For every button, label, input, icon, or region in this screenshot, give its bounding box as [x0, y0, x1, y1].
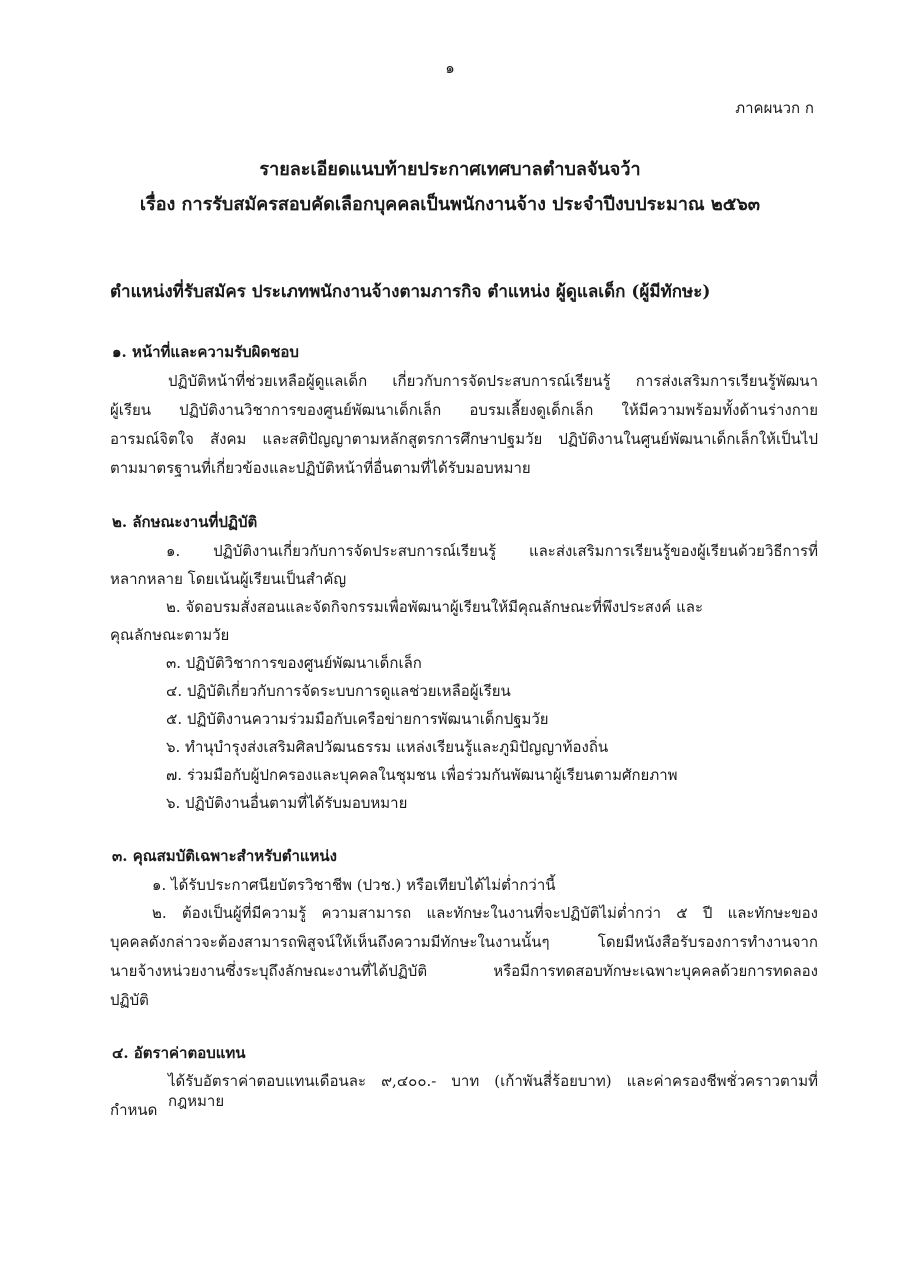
annex-label: ภาคผนวก ก — [735, 99, 814, 117]
section3-item-2-line: ๒. ต้องเป็นผู้ที่มีความรู้ ความสามารถ และทักษะในงานที่จะปฏิบัติไม่ต่ำกว่า ๕ ปี และทักษะของ — [152, 904, 818, 922]
section4-line: กำหนด — [110, 1101, 158, 1119]
document-title-line2: เรื่อง การรับสมัครสอบคัดเลือกบุคคลเป็นพนักงานจ้าง ประจำปีงบประมาณ ๒๕๖๓ — [139, 194, 761, 215]
section4-line: ได้รับอัตราค่าตอบแทนเดือนละ ๙,๔๐๐.- บาท (เก้าพันสี่ร้อยบาท) และค่าครองชีพชั่วคราวตามที่กฎหมาย — [168, 1072, 818, 1110]
section2-item: ๖. ปฏิบัติงานอื่นตามที่ได้รับมอบหมาย — [166, 794, 408, 812]
section2-item-1-cont: หลากหลาย โดยเน้นผู้เรียนเป็นสำคัญ — [110, 570, 347, 588]
document-title-line1: รายละเอียดแนบท้ายประกาศเทศบาลตำบลจันจว้า — [259, 159, 641, 180]
section2-item-2-cont: คุณลักษณะตามวัย — [110, 626, 230, 644]
page-number: ๑ — [445, 59, 455, 77]
section1-line: อารมณ์จิตใจ สังคม และสติปัญญาตามหลักสูตรการศึกษาปฐมวัย ปฏิบัติงานในศูนย์พัฒนาเด็กเล็กให้เป็นไป — [110, 430, 818, 448]
section1-line: ผู้เรียน ปฏิบัติงานวิชาการของศูนย์พัฒนาเด็กเล็ก อบรมเลี้ยงดูเด็กเล็ก ให้มีความพร้อมทั้งด้านร่างกาย — [110, 401, 818, 419]
section2-item: ๔. ปฏิบัติเกี่ยวกับการจัดระบบการดูแลช่วยเหลือผู้เรียน — [166, 682, 511, 700]
section3-item-2-line: นายจ้างหน่วยงานซึ่งระบุถึงลักษณะงานที่ได้ปฏิบัติ หรือมีการทดสอบทักษะเฉพาะบุคคลด้วยการทดลอง — [110, 962, 818, 980]
position-line: ตำแหน่งที่รับสมัคร ประเภทพนักงานจ้างตามภารกิจ ตำแหน่ง ผู้ดูแลเด็ก (ผู้มีทักษะ) — [110, 282, 711, 302]
section3-item-2-line: บุคคลดังกล่าวจะต้องสามารถพิสูจน์ให้เห็นถึงความมีทักษะในงานนั้นๆ โดยมีหนังสือรับรองการทำงานจาก — [110, 933, 818, 951]
section2-item: ๓. ปฏิบัติวิชาการของศูนย์พัฒนาเด็กเล็ก — [166, 654, 422, 672]
section2-item: ๗. ร่วมมือกับผู้ปกครองและบุคคลในชุมชน เพื่อร่วมกันพัฒนาผู้เรียนตามศักยภาพ — [166, 766, 678, 784]
section1-heading: ๑. หน้าที่และความรับผิดชอบ — [112, 343, 299, 361]
section3-item-2-line: ปฏิบัติ — [110, 991, 149, 1009]
section1-line: ตามมาตรฐานที่เกี่ยวข้องและปฏิบัติหน้าที่อื่นตามที่ได้รับมอบหมาย — [110, 459, 531, 477]
section2-item: ๕. ปฏิบัติงานความร่วมมือกับเครือข่ายการพัฒนาเด็กปฐมวัย — [166, 710, 549, 728]
section4-heading: ๔. อัตราค่าตอบแทน — [112, 1044, 246, 1062]
section3-heading: ๓. คุณสมบัติเฉพาะสำหรับตำแหน่ง — [112, 847, 338, 865]
section2-item-1: ๑. ปฏิบัติงานเกี่ยวกับการจัดประสบการณ์เรียนรู้ และส่งเสริมการเรียนรู้ของผู้เรียนด้วยวิธีการที่ — [166, 542, 818, 560]
section2-item-2: ๒. จัดอบรมสั่งสอนและจัดกิจกรรมเพื่อพัฒนาผู้เรียนให้มีคุณลักษณะที่พึงประสงค์ และ — [166, 598, 703, 616]
section3-item-1: ๑. ได้รับประกาศนียบัตรวิชาชีพ (ปวช.) หรือเทียบได้ไม่ต่ำกว่านี้ — [152, 876, 556, 894]
section2-heading: ๒. ลักษณะงานที่ปฏิบัติ — [112, 513, 258, 531]
section1-line: ปฏิบัติหน้าที่ช่วยเหลือผู้ดูแลเด็ก เกี่ยวกับการจัดประสบการณ์เรียนรู้ การส่งเสริมการเรียนรู้พัฒนา — [168, 372, 818, 390]
section2-item: ๖. ทำนุบำรุงส่งเสริมศิลปวัฒนธรรม แหล่งเรียนรู้และภูมิปัญญาท้องถิ่น — [166, 738, 609, 756]
